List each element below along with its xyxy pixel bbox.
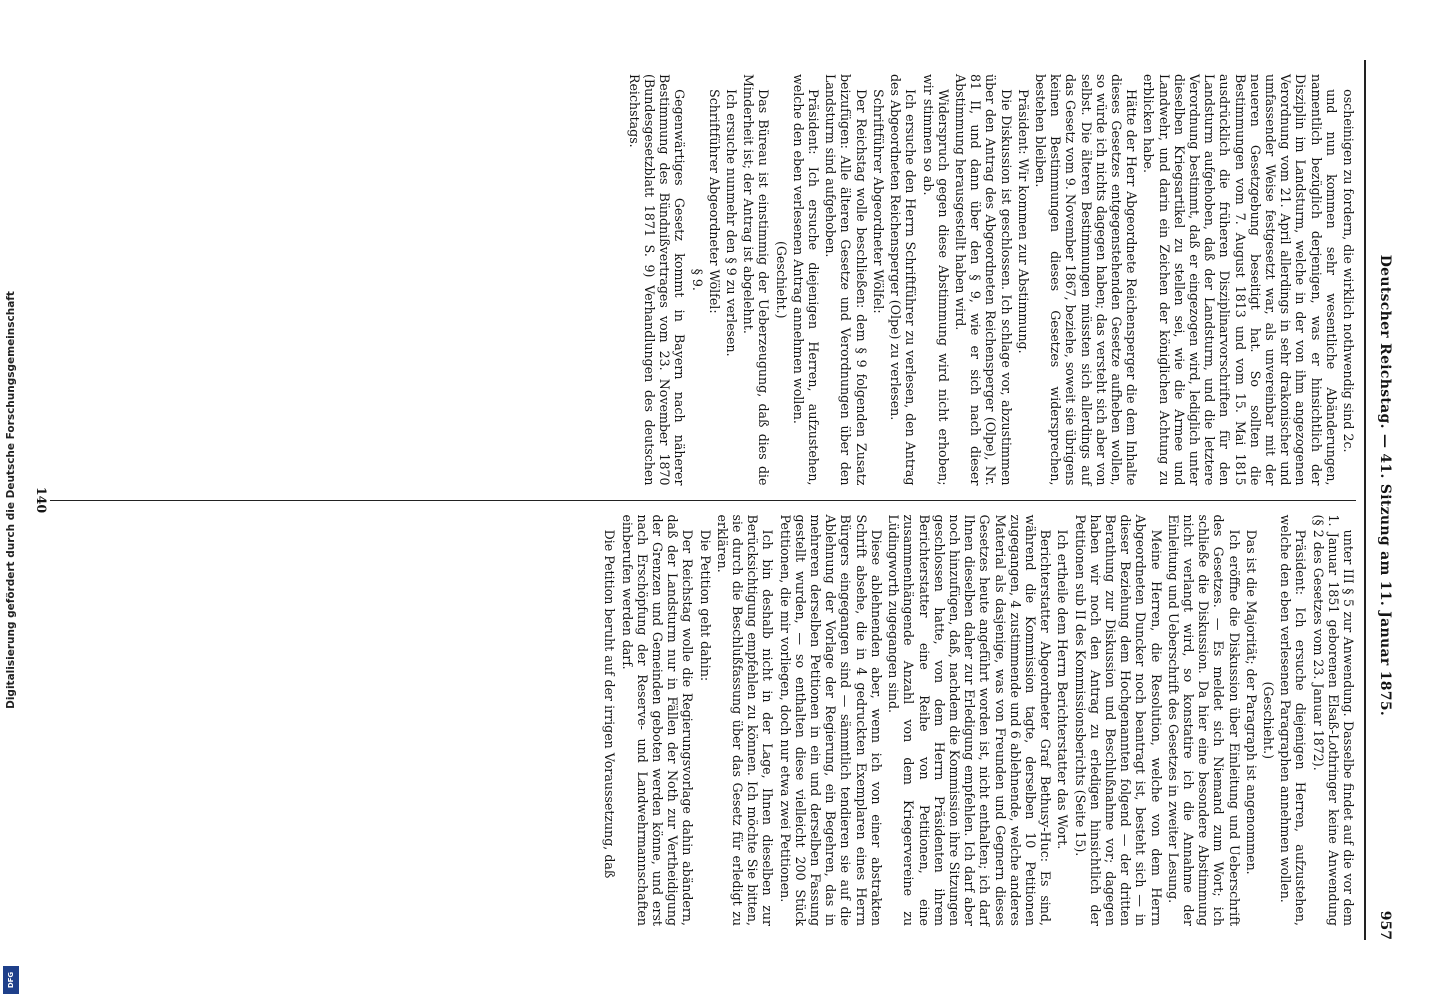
right-column-paragraph: Ich eröffne die Diskussion über Einleitung und Ueberschrift des Gesetzes. — Es meldet sich Niemand zum Wort; ich schließe die Diskussion. Da hier eine besondere Abstimmung nicht verlangt wird, so konstatire ich die Annahme der Einleitung und Ueberschrift des Gesetzes in zweiter Lesung.	[1165, 514, 1242, 926]
left-column-paragraph: Das Büreau ist einstimmig der Ueberzeugung, daß dies die Minderheit ist; der Antrag ist abgelehnt.	[741, 74, 772, 486]
right-column-paragraph: Ich bin deshalb nicht in der Lage, Ihnen dieselben zur Berücksichtigung empfehlen zu können. Ich möchte Sie bitten, sie durch die Beschlußfassung über das Gesetz für erledigt zu erklären.	[714, 514, 776, 926]
digitization-side-note	[0, 0, 22, 1000]
right-column-paragraph: Diese ablehnenden aber, wenn ich von einer abstrakten Schrift absehe, die in 4 gedruckten Exemplaren eines Herrn Bürgers eingegangen sind — sämmtlich tendieren sie auf die Ablehnung der Vorlage der Regierung, ein Begehren, das in mehreren derselben Petitionen in ein und derselben Fassung gestellt wurden, — so enthalten diese vielleicht 200 Stück Petitionen, die mir vorliegen, doch nur etwa zwei Petitionen.	[777, 514, 884, 926]
digitization-credit: Digitalisierung gefördert durch die Deutsche Forschungsgemeinschaft	[5, 291, 17, 709]
text-columns	[50, 60, 1356, 940]
page-header	[1364, 60, 1392, 940]
right-column-paragraph: unter III § 5 zur Anwendung. Dasselbe findet auf die vor dem 1. Januar 1851 geborenen Elsaß-Lothringer keine Anwendung (§ 2 des Gesetzes vom 23. Januar 1872).	[1310, 514, 1356, 926]
left-column-paragraph: (Geschieht.)	[773, 240, 789, 319]
left-column-paragraph: Hätte der Herr Abgeordnete Reichensperger die dem Inhalte dieses Gesetzes entgegenstehenden Gesetze aufheben wollen, so würde ich nichts dagegen haben; das versteht sich aber von selbst. Die älteren Bestimmungen müssten sich allerdings auf das Gesetz vom 9. November 1867, beziehe, soweit sie übrigens keinen Bestimmungen dieses Gesetzes widersprechen, bestehen bleiben.	[1032, 74, 1140, 486]
right-column-paragraph: (Geschieht.)	[1260, 681, 1276, 760]
left-column-paragraph: § 9.	[689, 268, 705, 291]
right-column	[50, 501, 1356, 941]
left-column-paragraph: Schriftführer Abgeordneter Wölfel:	[706, 89, 722, 314]
rotated-page-wrapper	[30, 40, 1400, 960]
right-column-paragraph: Die Petition geht dahin:	[697, 529, 713, 682]
page-number: 957	[1377, 910, 1393, 940]
left-column-paragraph: Ich ersuche nunmehr den § 9 zu verlesen.	[724, 89, 740, 357]
right-column-paragraph: Der Reichstag wolle die Regierungsvorlage dahin abändern, daß der Landsturm nur in Fällen der Noth zur Vertheidigung der Grenzen und Gemeinden geboten werden könne, und erst nach Erschöpfung der Reserve- und Landwehrmannschaften einberufen werden darf.	[619, 514, 696, 926]
left-column-paragraph: Ich ersuche den Herrn Schriftführer zu verlesen, den Antrag des Abgeordneten Reichensperger (Olpe) zu verlesen.	[888, 74, 919, 486]
dfg-logo-icon	[3, 966, 19, 994]
right-column-paragraph: Ich ertheile dem Herrn Berichterstatter das Wort.	[1055, 529, 1071, 850]
right-column-paragraph: Die Petition beruht auf der irrigen Voraussetzung, daß	[602, 529, 618, 879]
left-column-paragraph: und nun kommen sehr wesentliche Abänderungen, namentlich bezüglich derjenigen, was er hinsichtlich der Disziplin im Landsturm, welche in der von ihm angezogenen Verordnung vom 21. April allerdings in sehr drakonischer und umfassender Weise festgesetzt war, als unvereinbar mit der neueren Gesetzgebung beseitigt hat. So sollten die Bestimmungen vom 7. August 1813 und vom 15. Mai 1815 ausdrücklich die früheren Disziplinarvorschriften für den Landsturm aufgehoben, daß der Landsturm, und die letztere Verordnung bestimmt, daß er eingezogen wird, lediglich unter dieselben Kriegsartikel zu stellen sei, wie die Armee und Landwehr, und darin ein Zeichen der königlichen Achtung zu erblicken habe.	[1141, 74, 1339, 486]
right-column-paragraph: Meine Herren, die Resolution, welche von dem Herrn Abgeordneten Duncker noch beantragt ist, besteht sich — in dieser Beziehung dem Hochgenannten folgend — der dritten Berathung zur Diskussion und Beschlußnahme vor; dagegen haben wir noch den Antrag zu erledigen hinsichtlich der Petitionen sub II des Kommissionsberichts (Seite 15).	[1072, 514, 1164, 926]
right-column-paragraph: Berichterstatter Abgeordneter Graf Bethusy-Huc: Es sind, während die Kommission tagte, derselben 10 Petitionen zugegangen, 4 zustimmende und 6 ablehnende, welche anderes Material als dasjenige, was von Freunden und Gegnern dieses Gesetzes heute angeführt worden ist, nicht enthalten; ich darf Ihnen dieselben daher zur Erledigung empfehlen. Ich darf aber noch hinzufügen, daß, nachdem die Kommission ihre Sitzungen geschlossen hatte, von dem Herrn Präsidenten ihrem Berichterstatter eine Reihe von Petitionen, eine zusammenhängende Anzahl von dem Kriegervereine zu Lüdingworth zugegangen sind.	[886, 514, 1054, 926]
left-column-paragraph: Der Reichstag wolle beschließen: dem § 9 folgenden Zusatz beizufügen: Alle älteren Gesetze und Verordnungen über den Landsturm sind aufgehoben.	[823, 74, 869, 486]
left-column-paragraph: Schriftführer Abgeordneter Wölfel:	[870, 89, 886, 314]
right-column-paragraph: Das ist die Majorität; der Paragraph ist angenommen.	[1243, 529, 1259, 875]
left-column-paragraph: oscheinigen zu fordern, die wirklich nothwendig sind 2c.	[1341, 89, 1356, 453]
right-column-paragraph: Präsident: Ich ersuche diejenigen Herren, aufzustehen, welche den eben verlesenen Paragraphen annehmen wollen.	[1278, 514, 1309, 926]
document-page	[30, 40, 1400, 960]
left-column-paragraph: Die Diskussion ist geschlossen. Ich schlage vor, abzustimmen über den Antrag des Abgeordneten Reichensperger (Olpe), Nr. 81 II, und dann über den § 9, wie er sich nach dieser Abstimmung herausgestellt haben wird.	[952, 74, 1014, 486]
page-title: Deutscher Reichstag. — 41. Sitzung am 11. Januar 1875.	[1377, 254, 1393, 717]
left-column-paragraph: Präsident: Ich ersuche diejenigen Herren, aufzustehen, welche den eben verlesenen Antrag annehmen wollen.	[790, 74, 822, 486]
left-column-paragraph: Widerspruch gegen diese Abstimmung wird nicht erhoben; wir stimmen so ab.	[920, 74, 951, 486]
left-column	[50, 60, 1356, 500]
dfg-badge-label: DFG	[7, 971, 15, 989]
left-column-paragraph: Gegenwärtiges Gesetz kommt in Bayern nach näherer Bestimmung des Bündnißvertrages vom 23. November 1870 (Bundesgesetzblatt 1871 S. 9) Verhandlungen des deutschen Reichstags.	[626, 74, 688, 486]
left-column-paragraph: Präsident: Wir kommen zur Abstimmung.	[1015, 89, 1031, 354]
signature-number: 140	[34, 486, 50, 514]
